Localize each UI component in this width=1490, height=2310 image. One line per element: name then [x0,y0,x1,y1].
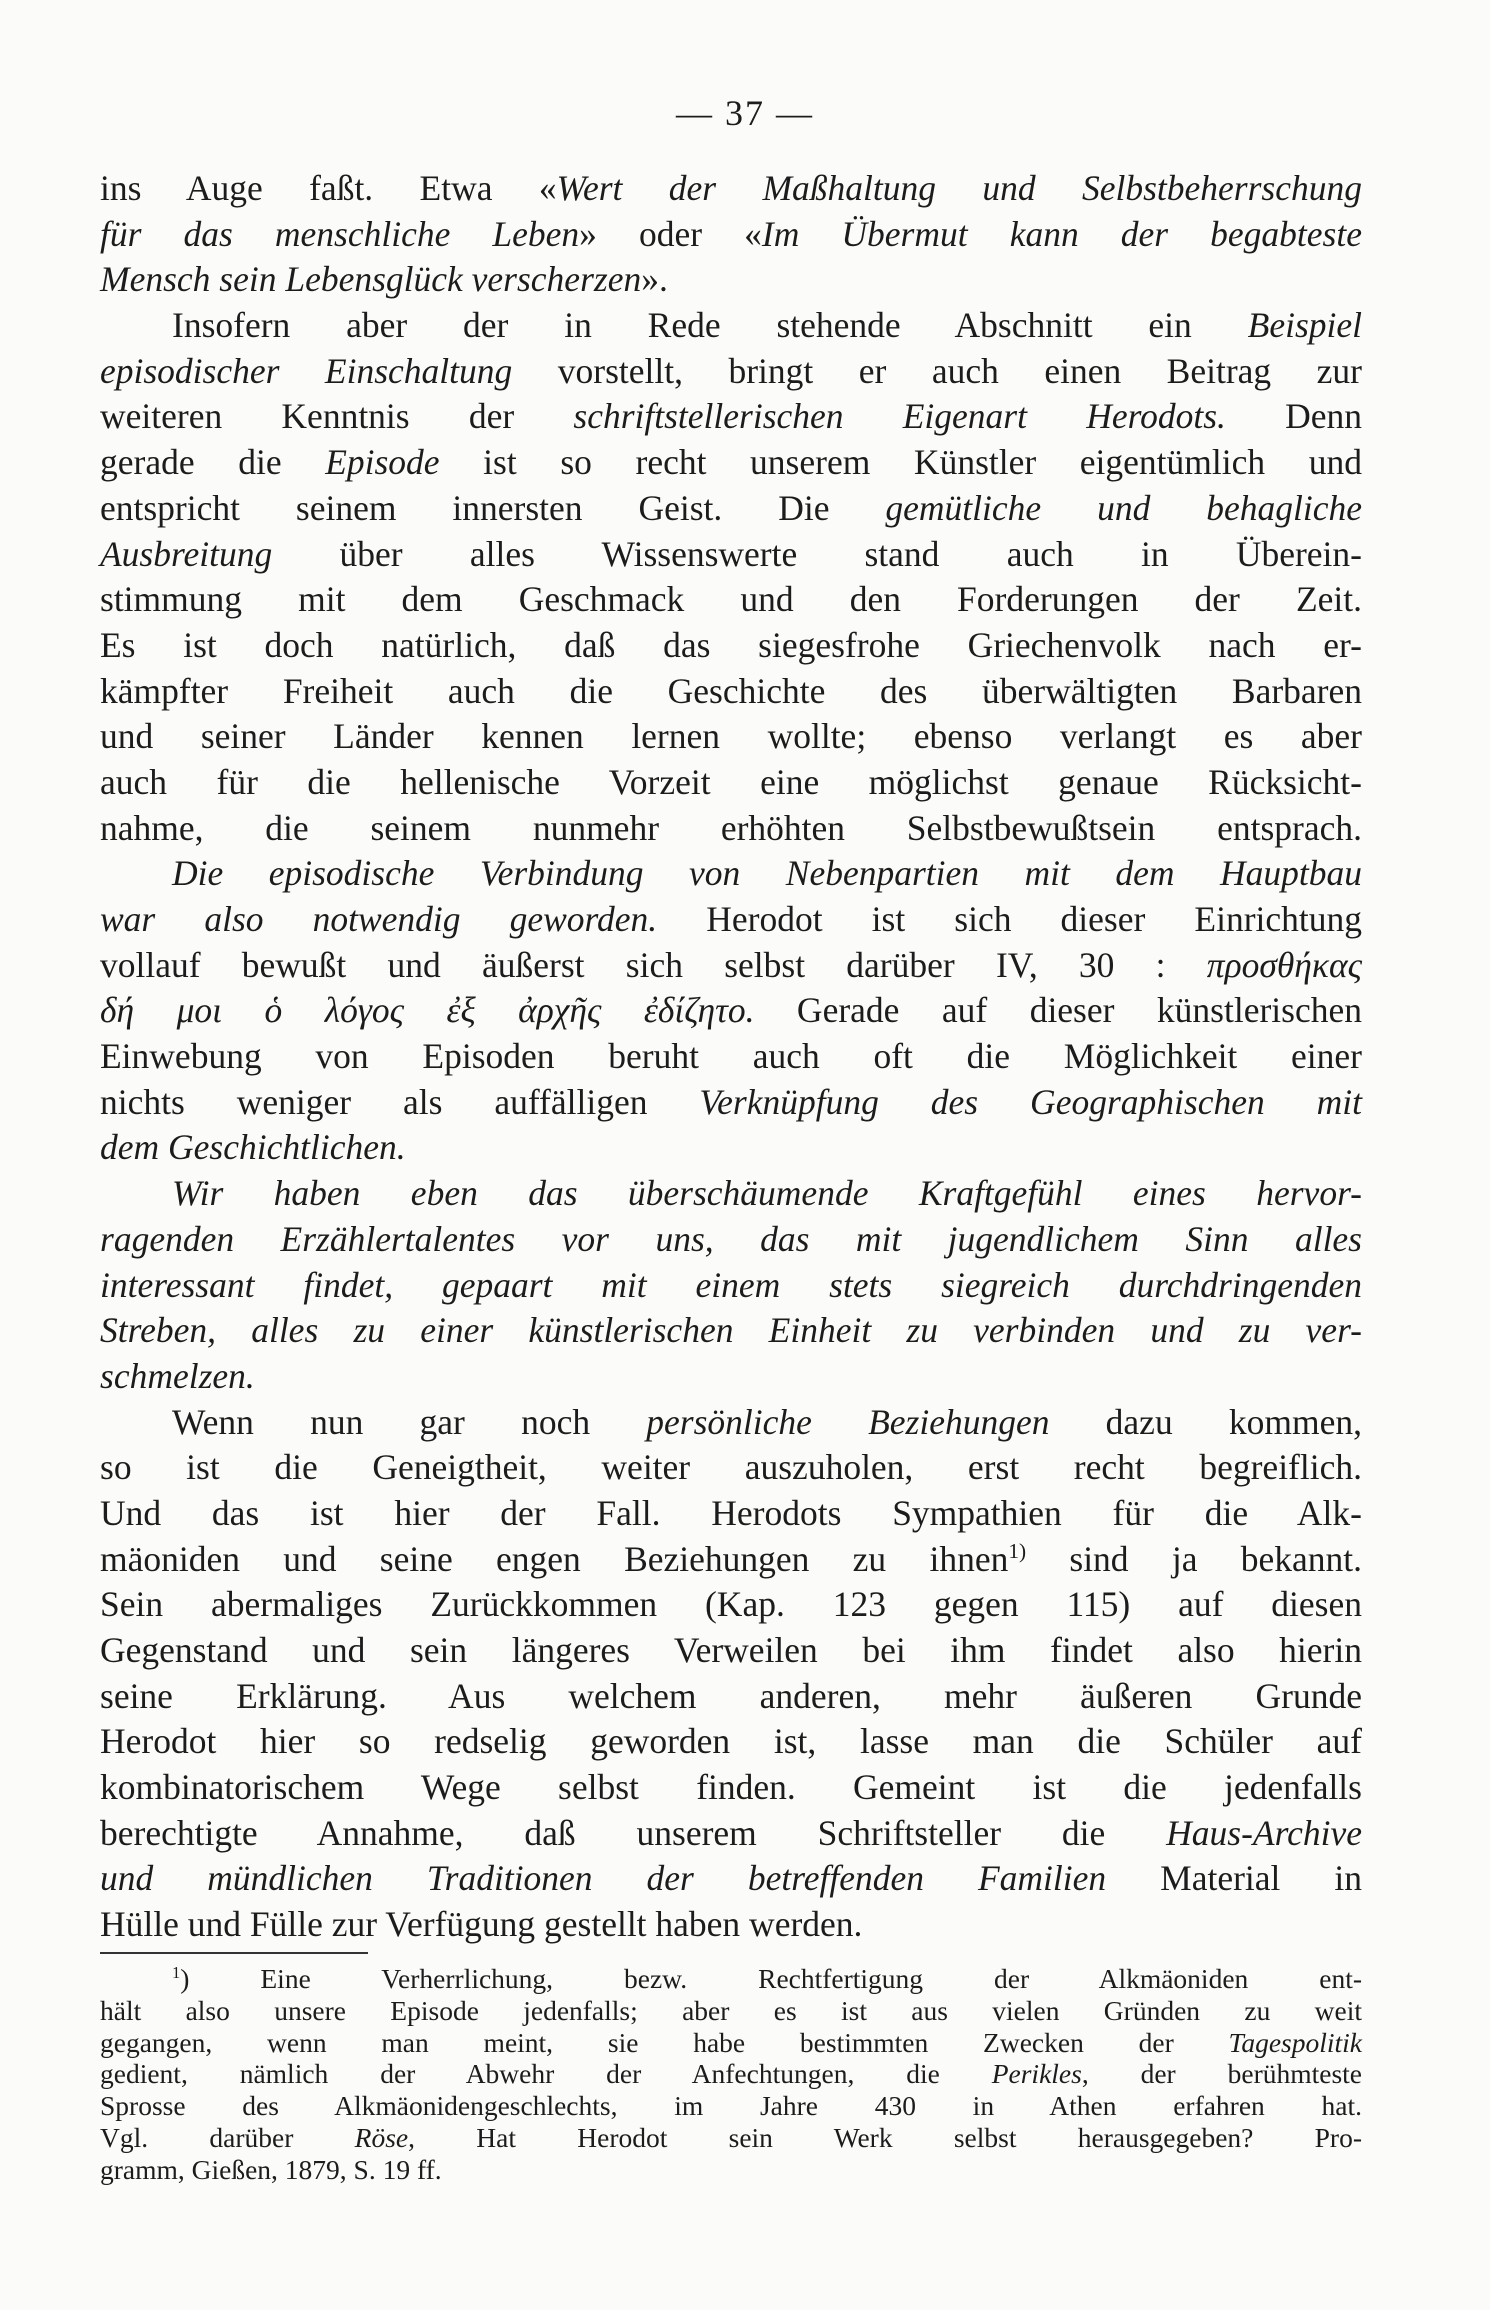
text-line [100,1674,1362,1720]
text-segment: gegangen, wenn man meint, sie habe bestimmten Zwecken der [100,2026,1229,2058]
text-line [100,1445,1362,1491]
text-segment: Einwebung von Episoden beruht auch oft die Möglichkeit einer [100,1036,1362,1077]
footnote-line [100,2090,1362,2122]
text-segment: und seiner Länder kennen lernen wollte; ebenso verlangt es aber [100,716,1362,757]
text-line [100,1719,1362,1765]
text-segment: auch für die hellenische Vorzeit eine möglichst genaue Rücksicht- [100,761,1362,802]
text-line [100,1856,1362,1902]
text-line [100,349,1362,395]
italic-text: ragenden Erzählertalentes vor uns, das mit jugendlichem Sinn alles [100,1218,1362,1259]
text-segment: über alles Wissenswerte stand auch in Überein- [272,533,1362,574]
text-segment: Vgl. darüber [100,2121,355,2153]
text-line [100,669,1362,715]
text-segment: ) Eine Verherrlichung, bezw. Rechtfertigung der Alkmäoniden ent- [180,1963,1362,1994]
italic-text: Wert der Maßhaltung und Selbstbeherrschung [556,168,1362,208]
text-line [100,1263,1362,1309]
italic-text: προσθήκας [1206,944,1362,985]
text-segment: kämpfter Freiheit auch die Geschichte des überwältigten Barbaren [100,670,1362,711]
text-segment: » oder « [579,213,762,254]
italic-text: Episode [325,442,440,483]
footnote-divider [100,1952,368,1954]
text-line [100,303,1362,349]
text-segment: Hülle und Fülle zur Verfügung gestellt haben werden. [100,1904,863,1945]
text-segment: gramm, Gießen, 1879, S. 19 ff. [100,2153,442,2185]
page-number: — 37 — [676,93,814,133]
italic-text: Haus-Archive [1166,1812,1362,1853]
text-segment: dazu kommen, [1049,1401,1362,1442]
italic-text: gemütliche und behagliche [885,487,1362,528]
text-segment: , der berühmteste [1081,2058,1363,2090]
text-segment: Gegenstand und sein längeres Verweilen bei ihm findet also hierin [100,1630,1362,1670]
text-segment: nahme, die seinem nunmehr erhöhten Selbstbewußtsein entsprach. [100,807,1362,848]
text-segment: , Hat Herodot sein Werk selbst herausgegeben? Pro- [408,2121,1362,2153]
text-segment: berechtigte Annahme, daß unserem Schriftsteller die [100,1812,1167,1853]
italic-text: Tagespolitik [1228,2026,1362,2058]
italic-text: war also notwendig geworden. [100,899,658,939]
footnote-marker: 1 [172,1962,181,1982]
text-line [100,1217,1362,1263]
text-line [100,988,1362,1034]
text-segment: ins Auge faßt. Etwa « [100,168,557,208]
italic-text: für das menschliche Leben [100,213,580,254]
text-segment: stimmung mit dem Geschmack und den Forderungen der Zeit. [100,579,1362,620]
text-segment: Herodot hier so redselig geworden ist, lasse man die Schüler auf [100,1721,1362,1762]
text-line [100,212,1362,258]
text-segment: Und das ist hier der Fall. Herodots Sympathien für die Alk- [100,1492,1362,1533]
text-segment: Es ist doch natürlich, daß das siegesfrohe Griechenvolk nach er- [100,624,1362,665]
text-line [100,1765,1362,1811]
text-segment: entspricht seinem innersten Geist. Die [100,487,886,528]
text-segment: Sein abermaliges Zurückkommen (Kap. 123 gegen 115) auf diesen [100,1584,1362,1625]
text-line [100,897,1362,943]
footnote-line [100,2058,1362,2090]
footnote-marker: 1) [1008,1538,1027,1563]
text-segment: sind ja bekannt. [1026,1538,1362,1579]
text-line [100,1080,1362,1126]
main-text [100,166,1362,1948]
italic-text: Streben, alles zu einer künstlerischen Einheit zu verbinden und zu ver- [100,1310,1362,1351]
text-line [100,440,1362,486]
footnote-line [100,2027,1362,2059]
text-segment: Sprosse des Alkmäonidengeschlechts, im Jahre 430 in Athen erfahren hat. [100,2090,1362,2122]
text-line [100,1582,1362,1628]
text-segment: Wenn nun gar noch [172,1401,647,1442]
text-line [100,623,1362,669]
footnote-line [100,1963,1362,1995]
italic-text: persönliche Beziehungen [646,1401,1050,1442]
text-segment: ». [641,259,668,300]
text-line [100,1537,1362,1583]
italic-text: interessant findet, gepaart mit einem stets siegreich durchdringenden [100,1264,1362,1305]
text-segment: Insofern aber der in Rede stehende Abschnitt ein [172,305,1248,346]
italic-text: Perikles [991,2058,1082,2090]
text-line [100,714,1362,760]
text-line [100,1400,1362,1446]
footnote-line [100,1995,1362,2027]
text-segment: Herodot ist sich dieser Einrichtung [657,899,1362,939]
italic-text: Röse [354,2121,409,2153]
text-segment: Material in [1106,1858,1363,1899]
text-segment: mäoniden und seine engen Beziehungen zu ihnen [100,1538,1009,1579]
text-segment: vorstellt, bringt er auch einen Beitrag zur [512,350,1362,391]
text-segment: gerade die [100,442,326,483]
text-line [100,394,1362,440]
text-line [100,577,1362,623]
text-line [100,1811,1362,1857]
italic-text: Im Übermut kann der begabteste [761,213,1362,254]
italic-text: dem Geschichtlichen. [100,1127,406,1168]
text-segment: Denn [1225,396,1363,437]
italic-text: Verknüpfung des Geographischen mit [699,1081,1362,1122]
text-line [100,806,1362,852]
text-segment: ist so recht unserem Künstler eigentümlich und [439,442,1362,483]
text-line [100,1902,1362,1948]
italic-text: schmelzen. [100,1355,255,1396]
footnote-line [100,2154,1362,2186]
italic-text: und mündlichen Traditionen der betreffenden Familien [100,1858,1107,1899]
italic-text: Beispiel [1247,305,1362,346]
text-line [100,257,1362,303]
text-line [100,486,1362,532]
italic-text: Mensch sein Lebensglück verscherzen [100,259,642,300]
text-line [100,943,1362,989]
text-line [100,1308,1362,1354]
text-segment: Gerade auf dieser künstlerischen [754,990,1362,1031]
text-line [100,1628,1362,1674]
text-segment: vollauf bewußt und äußerst sich selbst darüber IV, 30 : [100,944,1207,985]
footnote-line [100,2122,1362,2154]
text-line [100,1491,1362,1537]
text-line [100,1125,1362,1171]
italic-text: schriftstellerischen Eigenart Herodots. [573,396,1226,437]
italic-text: δή μοι ὁ λόγος ἐξ ἀρχῆς ἐδίζητο. [100,990,755,1031]
italic-text: Wir haben eben das überschäumende Kraftgefühl eines hervor- [172,1173,1362,1214]
text-segment: kombinatorischem Wege selbst finden. Gemeint ist die jedenfalls [100,1767,1362,1808]
text-line [100,166,1362,212]
italic-text: episodischer Einschaltung [100,350,513,391]
text-segment: gedient, nämlich der Abwehr der Anfechtungen, die [100,2058,992,2090]
text-segment: weiteren Kenntnis der [100,396,574,437]
text-segment: so ist die Geneigtheit, weiter auszuholen, erst recht begreiflich. [100,1447,1362,1488]
italic-text: Die episodische Verbindung von Nebenpartien mit dem Hauptbau [172,853,1362,894]
text-line [100,851,1362,897]
italic-text: Ausbreitung [100,533,273,574]
text-segment: seine Erklärung. Aus welchem anderen, mehr äußeren Grunde [100,1675,1362,1716]
text-line [100,760,1362,806]
text-segment: hält also unsere Episode jedenfalls; aber es ist aus vielen Gründen zu weit [100,1994,1362,2026]
text-line [100,532,1362,578]
text-line [100,1354,1362,1400]
text-line [100,1034,1362,1080]
text-segment: nichts weniger als auffälligen [100,1081,700,1122]
text-line [100,1171,1362,1217]
footnotes [100,1963,1362,2186]
